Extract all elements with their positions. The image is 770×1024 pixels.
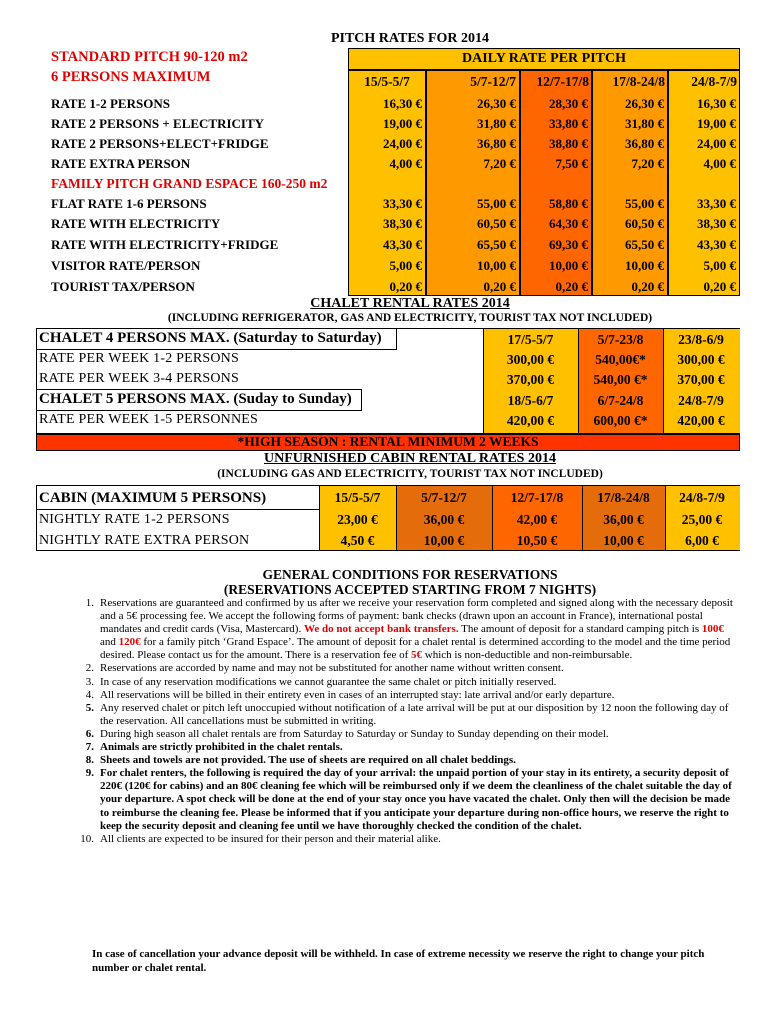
chalet-5-header: CHALET 5 PERSONS MAX. (Suday to Sunday) — [39, 391, 352, 407]
rate-value: 26,30 € — [477, 96, 516, 111]
rate-row-label: RATE WITH ELECTRICITY+FRIDGE — [51, 237, 279, 252]
rate-value: 10,00 € — [549, 258, 588, 273]
rate-row-label: FLAT RATE 1-6 PERSONS — [51, 196, 207, 211]
rate-value: 0,20 € — [703, 279, 736, 294]
rate-value: 38,30 € — [383, 216, 422, 231]
condition-item: 9. For chalet renters, the following is required the day of your arrival: the unpaid portion of your stay in its entirety, a security deposit of 220€ (120€ for cabins) and an 80€ cleaning fee which will be reimbursed only if we deem the cleanliness of the chalet suitable the day of your departure. A spot check will be done at the end of your stay once you have vacated the chalet. Only then will the decision be made to reimburse the cleaning fee. Please be informed that if you anticipate your departure during non-office hours, we reserve the right to keep the security deposit and cleaning fee until we have thoroughly checked the condition of the chalet. — [85, 767, 732, 832]
chalet-title: CHALET RENTAL RATES 2014 — [310, 296, 510, 311]
chalet-subtitle: (INCLUDING REFRIGERATOR, GAS AND ELECTRICITY, TOURIST TAX NOT INCLUDED) — [167, 312, 653, 324]
rate-value: 38,80 € — [549, 136, 588, 151]
condition-item: 5. Any reserved chalet or pitch left unoccupied without notification of a late arrival will be put at our disposition by 12 noon the following day of the reservation. All cancellations must be submitted in writing. — [85, 701, 729, 727]
rate-value: 33,80 € — [549, 116, 588, 131]
rate-value: 0,20 € — [631, 279, 664, 294]
conditions-footer: In case of cancellation your advance deposit will be withheld. In case of extreme necessity we reserve the right to change your pitch number or chalet rental. — [92, 948, 705, 974]
rate-value: 540,00 €* — [593, 372, 648, 387]
period-header: 17/5-5/7 — [507, 332, 554, 347]
condition-item: 10. All clients are expected to be insured for their person and their material alike. — [80, 832, 441, 845]
rate-value: 43,30 € — [697, 237, 736, 252]
rate-value: 55,00 € — [625, 196, 664, 211]
rate-row-label: RATE EXTRA PERSON — [51, 156, 191, 171]
condition-item: 6. During high season all chalet rentals are from Saturday to Saturday or Sunday to Sunday depending on their model. — [85, 727, 609, 740]
rate-value: 600,00 €* — [593, 413, 648, 428]
rate-value: 36,80 € — [477, 136, 516, 151]
standard-pitch-subtitle: 6 PERSONS MAXIMUM — [51, 69, 211, 85]
cabin-row-label: NIGHTLY RATE EXTRA PERSON — [39, 533, 250, 548]
daily-rate-title: DAILY RATE PER PITCH — [461, 51, 626, 66]
rate-value: 7,20 € — [483, 156, 516, 171]
period-header: 5/7-23/8 — [597, 332, 644, 347]
standard-pitch-title: STANDARD PITCH 90-120 m2 — [51, 49, 248, 65]
period-header: 24/8-7/9 — [691, 74, 737, 89]
rate-value: 10,00 € — [625, 258, 664, 273]
condition-item: 4. All reservations will be billed in their entirety even in cases of an interrupted stay: late arrival and/or early departure. — [85, 688, 615, 701]
rate-value: 4,00 € — [703, 156, 736, 171]
rate-value: 36,80 € — [625, 136, 664, 151]
cabin-row-label: NIGHTLY RATE 1-2 PERSONS — [39, 512, 230, 527]
chalet-4-header: CHALET 4 PERSONS MAX. (Saturday to Saturday) — [39, 330, 382, 346]
rate-value: 24,00 € — [383, 136, 422, 151]
high-season-note: *HIGH SEASON : RENTAL MINIMUM 2 WEEKS — [237, 434, 539, 449]
rate-value: 10,00 € — [477, 258, 516, 273]
rate-value: 4,00 € — [389, 156, 422, 171]
rate-value: 10,50 € — [516, 533, 558, 548]
period-header: 17/8-24/8 — [597, 490, 650, 505]
rate-value: 0,20 € — [483, 279, 516, 294]
condition-item: 7. Animals are strictly prohibited in the chalet rentals. — [85, 741, 343, 754]
period-header: 23/8-6/9 — [678, 332, 724, 347]
rate-value: 16,30 € — [383, 96, 422, 111]
rate-value: 65,50 € — [625, 237, 664, 252]
period-header: 6/7-24/8 — [597, 393, 644, 408]
period-header: 24/8-7/9 — [679, 490, 725, 505]
rate-value: 43,30 € — [383, 237, 422, 252]
rate-row-label: RATE 2 PERSONS+ELECT+FRIDGE — [51, 136, 269, 151]
rate-value: 60,50 € — [477, 216, 516, 231]
conditions-title: GENERAL CONDITIONS FOR RESERVATIONS — [262, 567, 558, 582]
rate-value: 5,00 € — [389, 258, 422, 273]
rate-value: 38,30 € — [697, 216, 736, 231]
rate-value: 36,00 € — [603, 512, 644, 527]
rate-value: 370,00 € — [506, 372, 555, 387]
rate-value: 58,80 € — [549, 196, 588, 211]
rate-value: 24,00 € — [697, 136, 736, 151]
period-header: 15/5-5/7 — [364, 74, 410, 89]
rate-value: 7,20 € — [631, 156, 664, 171]
rate-value: 42,00 € — [516, 512, 558, 527]
condition-item: 3. In case of any reservation modifications we cannot guarantee the same chalet or pitch initially reserved. — [85, 675, 557, 688]
rate-value: 10,00 € — [603, 533, 644, 548]
rate-value: 10,00 € — [423, 533, 465, 548]
condition-item: 1. Reservations are guaranteed and confirmed by us after we receive your reservation form completed and signed along with the necessary deposit and a 5€ processing fee. We accept the following forms of payment: bank checks (drawn upon an account in France), international postal mandates and credit cards (Visa, Mastercard). We do not accept bank transfers. The amount of deposit for a standard camping pitch is 100€ and 120€ for a family pitch ‘Grand Espace’. The amount of deposit for a chalet rental is determined according to the model and the time period desired. Please contact us for the amount. There is a reservation fee of 5€ which is non-deductible and non-reimbursable. — [85, 597, 733, 662]
rate-value: 31,80 € — [477, 116, 516, 131]
conditions-subtitle: (RESERVATIONS ACCEPTED STARTING FROM 7 NIGHTS) — [223, 582, 597, 597]
rate-value: 420,00 € — [677, 413, 725, 428]
cabin-subtitle: (INCLUDING GAS AND ELECTRICITY, TOURIST TAX NOT INCLUDED) — [217, 468, 603, 480]
rate-row-label: RATE WITH ELECTRICITY — [51, 216, 221, 231]
rate-value: 420,00 € — [506, 413, 555, 428]
rate-value: 28,30 € — [549, 96, 588, 111]
rate-row-label: TOURIST TAX/PERSON — [51, 279, 195, 294]
period-header: 18/5-6/7 — [507, 393, 554, 408]
family-pitch-title: FAMILY PITCH GRAND ESPACE 160-250 m2 — [51, 176, 328, 191]
rate-value: 25,00 € — [681, 512, 723, 527]
period-header: 12/7-17/8 — [536, 74, 589, 89]
period-header: 17/8-24/8 — [612, 74, 665, 89]
chalet-row-label: RATE PER WEEK 3-4 PERSONS — [39, 371, 239, 386]
rate-value: 60,50 € — [625, 216, 664, 231]
rate-value: 6,00 € — [685, 533, 719, 548]
condition-item: 8. Sheets and towels are not provided. The use of sheets are required on all chalet beddings. — [85, 754, 516, 767]
rate-value: 540,00€* — [595, 352, 646, 367]
rate-value: 0,20 € — [555, 279, 588, 294]
rate-value: 69,30 € — [549, 237, 588, 252]
rate-row-label: VISITOR RATE/PERSON — [51, 258, 201, 273]
period-header: 5/7-12/7 — [421, 490, 467, 505]
rate-row-label: RATE 1-2 PERSONS — [51, 96, 170, 111]
rate-value: 26,30 € — [625, 96, 664, 111]
rate-value: 300,00 € — [506, 352, 555, 367]
rate-value: 23,00 € — [337, 512, 378, 527]
rate-value: 300,00 € — [677, 352, 725, 367]
period-header: 5/7-12/7 — [470, 74, 516, 89]
rate-value: 65,50 € — [477, 237, 516, 252]
rate-row-label: RATE 2 PERSONS + ELECTRICITY — [51, 116, 265, 131]
period-header: 24/8-7/9 — [678, 393, 724, 408]
rate-value: 7,50 € — [555, 156, 588, 171]
condition-item: 2. Reservations are accorded by name and may not be substituted for another name without written consent. — [85, 662, 564, 675]
rate-value: 33,30 € — [697, 196, 736, 211]
period-header: 12/7-17/8 — [510, 490, 564, 505]
rate-value: 19,00 € — [697, 116, 736, 131]
rate-value: 16,30 € — [697, 96, 736, 111]
cabin-header: CABIN (MAXIMUM 5 PERSONS) — [39, 490, 267, 506]
rate-value: 4,50 € — [340, 533, 375, 548]
rate-value: 31,80 € — [625, 116, 664, 131]
rate-value: 36,00 € — [423, 512, 465, 527]
rate-value: 19,00 € — [383, 116, 422, 131]
rate-value: 0,20 € — [389, 279, 422, 294]
cabin-title: UNFURNISHED CABIN RENTAL RATES 2014 — [264, 451, 556, 466]
rate-value: 55,00 € — [477, 196, 516, 211]
chalet-row-label: RATE PER WEEK 1-5 PERSONNES — [39, 412, 259, 427]
chalet-row-label: RATE PER WEEK 1-2 PERSONS — [39, 351, 239, 366]
rate-value: 33,30 € — [383, 196, 422, 211]
conditions-list — [80, 597, 740, 846]
rate-value: 5,00 € — [703, 258, 736, 273]
rate-value: 370,00 € — [677, 372, 725, 387]
page-title: PITCH RATES FOR 2014 — [330, 31, 490, 46]
rate-value: 64,30 € — [549, 216, 588, 231]
period-header: 15/5-5/7 — [334, 490, 381, 505]
